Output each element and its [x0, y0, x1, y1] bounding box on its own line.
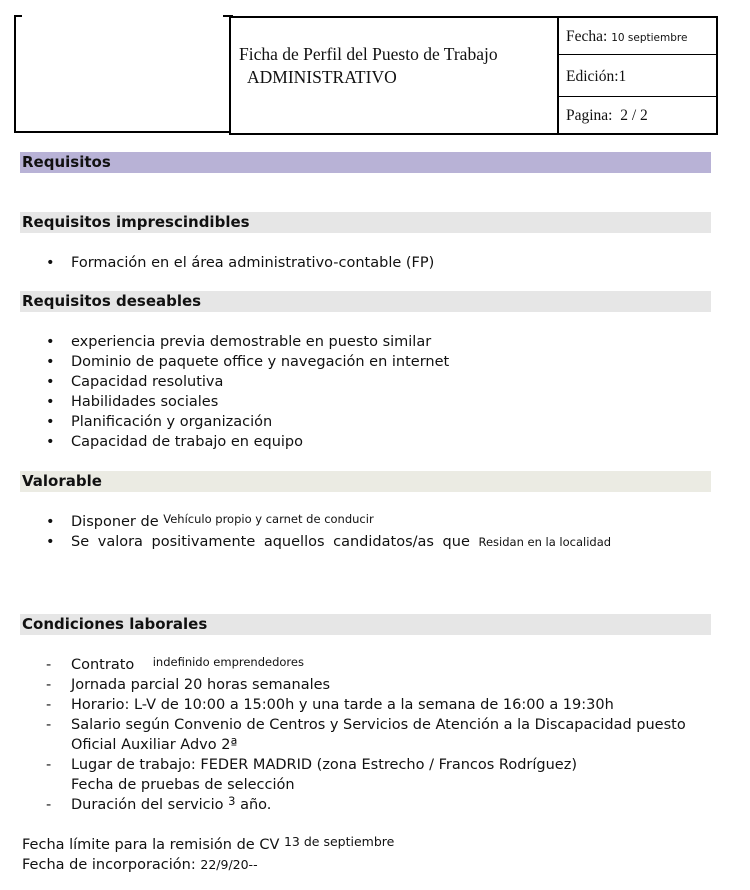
list-item: - Lugar de trabajo: FEDER MADRID (zona Estrecho / Francos Rodríguez): [46, 757, 577, 773]
logo-cell: [14, 16, 231, 133]
list-item: • Dominio de paquete office y navegación en internet: [46, 354, 450, 370]
list-item: • Se valora positivamente aquellos candidatos/as que Residan en la localidad: [46, 534, 612, 550]
section-imprescindibles: Requisitos imprescindibles: [20, 212, 711, 233]
section-requisitos: Requisitos: [20, 152, 711, 173]
bullet-icon: •: [46, 354, 55, 370]
section-valorable: Valorable: [20, 471, 711, 492]
list-item-continuation: Oficial Auxiliar Advo 2ª: [71, 737, 238, 753]
bullet-icon: •: [46, 394, 55, 410]
fecha-label: Fecha:: [566, 28, 608, 45]
list-item: • Capacidad de trabajo en equipo: [46, 434, 304, 450]
duracion-value: 3: [228, 794, 236, 808]
list-item: • Capacidad resolutiva: [46, 374, 224, 390]
residencia-value: Residan en la localidad: [478, 535, 612, 549]
list-item: - Duración del servicio $^3$ año.: [46, 794, 272, 813]
dash-icon: -: [46, 697, 52, 713]
bullet-icon: •: [46, 414, 55, 430]
list-item: • experiencia previa demostrable en puesto similar: [46, 334, 432, 350]
job-title: ADMINISTRATIVO: [247, 67, 397, 87]
cv-deadline: Fecha límite para la remisión de CV 13 de septiembre: [22, 834, 395, 853]
dash-icon: -: [46, 677, 52, 693]
title-cell: [229, 16, 559, 135]
list-item: - Horario: L-V de 10:00 a 15:00h y una tarde a la semana de 16:00 a 19:30h: [46, 697, 614, 713]
bullet-icon: •: [46, 434, 55, 450]
list-item: - Salario según Convenio de Centros y Servicios de Atención a la Discapacidad puesto: [46, 717, 686, 733]
bullet-icon: •: [46, 514, 55, 530]
dash-icon: -: [46, 757, 52, 773]
list-item: • Habilidades sociales: [46, 394, 219, 410]
fecha-row: [559, 18, 716, 55]
list-item: - Contrato $^{indefinido emprendedores}$: [46, 655, 304, 673]
border-tick: [14, 15, 22, 17]
bullet-icon: •: [46, 334, 55, 350]
vehiculo-value: Vehículo propio y carnet de conducir: [163, 512, 374, 526]
meta-cell: [557, 16, 718, 135]
bullet-icon: •: [46, 374, 55, 390]
document-header: [14, 16, 716, 133]
list-item: - Jornada parcial 20 horas semanales: [46, 677, 331, 693]
list-item: • Formación en el área administrativo-contable (FP): [46, 255, 435, 271]
bullet-icon: •: [46, 534, 55, 550]
incorporation-date: Fecha de incorporación: 22/9/20--: [22, 857, 258, 873]
dash-icon: -: [46, 657, 52, 673]
pagina-label: Pagina:: [566, 107, 613, 124]
document-title: Ficha de Perfil del Puesto de Trabajo: [239, 44, 498, 64]
pagina-row: [559, 98, 716, 134]
edicion-row: Edición:1: [559, 56, 716, 97]
dash-icon: -: [46, 797, 52, 813]
fecha-value: 10 septiembre: [611, 32, 688, 44]
cv-deadline-value: 13 de septiembre: [283, 834, 395, 849]
bullet-icon: •: [46, 255, 55, 271]
list-item-continuation: Fecha de pruebas de selección: [71, 777, 295, 793]
list-item: • Planificación y organización: [46, 414, 273, 430]
incorporation-date-value: 22/9/20--: [200, 857, 258, 872]
section-condiciones: Condiciones laborales: [20, 614, 711, 635]
list-item: • Disponer de $^{Vehículo propio y carnet de conducir}$: [46, 512, 374, 530]
pagina-value: 2 / 2: [620, 107, 648, 124]
dash-icon: -: [46, 717, 52, 733]
contrato-value: indefinido emprendedores: [152, 655, 304, 669]
section-deseables: Requisitos deseables: [20, 291, 711, 312]
